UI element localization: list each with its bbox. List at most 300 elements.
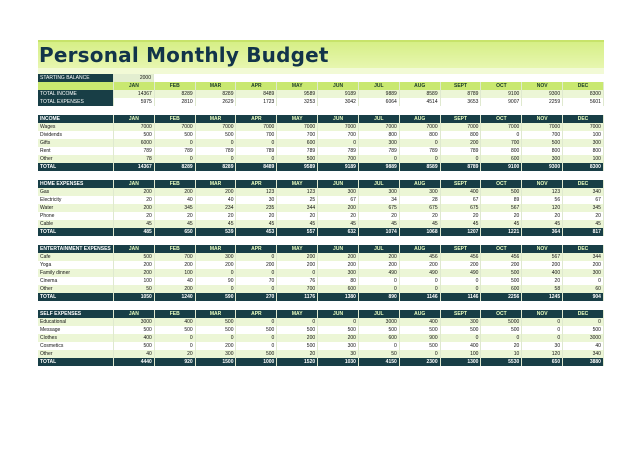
summary-cell[interactable]: 8289: [196, 90, 237, 98]
table-cell[interactable]: 200: [359, 261, 400, 269]
table-cell[interactable]: 0: [441, 285, 482, 293]
table-cell[interactable]: 200: [114, 261, 155, 269]
table-cell[interactable]: 500: [563, 326, 604, 334]
table-cell[interactable]: 400: [155, 318, 196, 326]
table-cell[interactable]: 56: [522, 196, 563, 204]
table-cell[interactable]: 20: [236, 212, 277, 220]
table-cell[interactable]: 0: [196, 285, 237, 293]
row-label: Rent: [38, 147, 114, 155]
table-cell[interactable]: 0: [236, 139, 277, 147]
table-cell[interactable]: 200: [155, 188, 196, 196]
summary-cell[interactable]: 8489: [236, 90, 277, 98]
table-cell[interactable]: 0: [400, 285, 441, 293]
table-cell[interactable]: 25: [277, 196, 318, 204]
table-cell[interactable]: 20: [481, 212, 522, 220]
summary-header-blank: [38, 82, 114, 90]
table-cell[interactable]: 200: [114, 188, 155, 196]
table-cell[interactable]: 0: [236, 342, 277, 350]
table-cell[interactable]: 675: [359, 204, 400, 212]
table-cell[interactable]: 45: [318, 220, 359, 228]
total-cell: 9589: [277, 163, 318, 171]
table-cell[interactable]: 45: [277, 220, 318, 228]
table-cell[interactable]: 200: [441, 261, 482, 269]
table-cell[interactable]: 34: [359, 196, 400, 204]
table-cell[interactable]: 400: [400, 318, 441, 326]
table-cell[interactable]: 675: [400, 204, 441, 212]
table-cell[interactable]: 7000: [522, 123, 563, 131]
table-cell[interactable]: 789: [236, 147, 277, 155]
table-cell[interactable]: 58: [522, 285, 563, 293]
table-cell[interactable]: 675: [441, 204, 482, 212]
table-cell[interactable]: 50: [114, 285, 155, 293]
table-cell[interactable]: 0: [400, 155, 441, 163]
table-cell[interactable]: 200: [522, 261, 563, 269]
summary-cell[interactable]: 9189: [318, 90, 359, 98]
table-cell[interactable]: 200: [400, 261, 441, 269]
table-cell[interactable]: 120: [522, 350, 563, 358]
table-cell[interactable]: 235: [236, 204, 277, 212]
table-cell[interactable]: 40: [155, 196, 196, 204]
table-cell[interactable]: 789: [318, 147, 359, 155]
summary-cell[interactable]: 9589: [277, 90, 318, 98]
table-cell[interactable]: 7000: [563, 123, 604, 131]
table-cell[interactable]: 100: [114, 277, 155, 285]
table-cell[interactable]: 300: [318, 188, 359, 196]
table-cell[interactable]: 700: [318, 131, 359, 139]
table-cell[interactable]: 0: [277, 318, 318, 326]
summary-cell[interactable]: 5975: [114, 98, 155, 106]
table-cell[interactable]: 0: [400, 139, 441, 147]
table-cell[interactable]: 20: [441, 212, 482, 220]
table-cell[interactable]: 344: [563, 253, 604, 261]
summary-cell[interactable]: 9889: [359, 90, 400, 98]
table-cell[interactable]: 45: [481, 220, 522, 228]
table-cell[interactable]: 456: [441, 253, 482, 261]
table-cell[interactable]: 500: [155, 131, 196, 139]
table-cell[interactable]: 200: [481, 261, 522, 269]
table-cell[interactable]: 0: [359, 342, 400, 350]
table-cell[interactable]: 900: [400, 334, 441, 342]
table-cell[interactable]: 500: [359, 326, 400, 334]
table-cell[interactable]: 20: [400, 212, 441, 220]
table-cell[interactable]: 100: [563, 155, 604, 163]
table-cell[interactable]: 300: [318, 342, 359, 350]
table-cell[interactable]: 567: [481, 204, 522, 212]
table-cell[interactable]: 45: [114, 220, 155, 228]
table-cell[interactable]: 20: [359, 212, 400, 220]
table-cell[interactable]: 45: [522, 220, 563, 228]
total-cell: 14367: [114, 163, 155, 171]
table-cell[interactable]: 500: [236, 326, 277, 334]
table-cell[interactable]: 700: [481, 139, 522, 147]
section-spacer: [38, 236, 604, 245]
table-cell[interactable]: 490: [400, 269, 441, 277]
table-cell[interactable]: 3000: [563, 334, 604, 342]
table-cell[interactable]: 700: [318, 155, 359, 163]
table-cell[interactable]: 200: [196, 188, 237, 196]
table-cell[interactable]: 345: [155, 204, 196, 212]
table-cell[interactable]: 200: [277, 334, 318, 342]
table-cell[interactable]: 500: [481, 188, 522, 196]
table-cell[interactable]: 7000: [196, 123, 237, 131]
table-cell[interactable]: 500: [114, 326, 155, 334]
table-cell[interactable]: 100: [155, 269, 196, 277]
table-cell[interactable]: 344: [277, 204, 318, 212]
table-cell[interactable]: 490: [359, 269, 400, 277]
table-cell[interactable]: 500: [481, 277, 522, 285]
title-band: [38, 40, 604, 68]
table-cell[interactable]: 20: [155, 212, 196, 220]
table-cell[interactable]: 30: [318, 350, 359, 358]
table-cell[interactable]: 600: [481, 155, 522, 163]
table-cell[interactable]: 456: [481, 253, 522, 261]
table-cell[interactable]: 123: [277, 188, 318, 196]
table-cell[interactable]: 300: [563, 269, 604, 277]
table-cell[interactable]: 7000: [277, 123, 318, 131]
table-cell[interactable]: 234: [196, 204, 237, 212]
table-cell[interactable]: 300: [563, 139, 604, 147]
table-cell[interactable]: 40: [563, 342, 604, 350]
table-cell[interactable]: 0: [400, 277, 441, 285]
table-cell[interactable]: 200: [563, 261, 604, 269]
total-cell: 8489: [236, 163, 277, 171]
table-cell[interactable]: 800: [522, 147, 563, 155]
total-cell: 5530: [481, 358, 522, 366]
table-cell[interactable]: 5000: [481, 318, 522, 326]
table-cell[interactable]: 500: [155, 326, 196, 334]
month-header-feb: FEB: [155, 245, 196, 253]
table-cell[interactable]: 20: [155, 350, 196, 358]
table-cell[interactable]: 500: [400, 342, 441, 350]
table-cell[interactable]: 80: [318, 277, 359, 285]
table-cell[interactable]: 3000: [359, 318, 400, 326]
table-cell[interactable]: 500: [318, 326, 359, 334]
table-cell[interactable]: 500: [236, 350, 277, 358]
table-cell[interactable]: 0: [481, 334, 522, 342]
table-cell[interactable]: 20: [196, 212, 237, 220]
table-cell[interactable]: 500: [481, 326, 522, 334]
table-cell[interactable]: 200: [155, 261, 196, 269]
table-cell[interactable]: 500: [277, 155, 318, 163]
table-cell[interactable]: 76: [277, 277, 318, 285]
table-cell[interactable]: 7000: [441, 123, 482, 131]
table-cell[interactable]: 123: [522, 188, 563, 196]
table-cell[interactable]: 67: [441, 196, 482, 204]
table-cell[interactable]: 20: [277, 350, 318, 358]
table-cell[interactable]: 789: [400, 147, 441, 155]
table-cell[interactable]: 28: [400, 196, 441, 204]
table-cell[interactable]: 20: [318, 212, 359, 220]
table-cell[interactable]: 300: [441, 318, 482, 326]
table-row: [38, 253, 604, 261]
total-cell: 1245: [522, 293, 563, 301]
table-cell[interactable]: 200: [318, 261, 359, 269]
table-cell[interactable]: 0: [441, 334, 482, 342]
table-cell[interactable]: 400: [441, 342, 482, 350]
table-cell[interactable]: 0: [155, 334, 196, 342]
table-cell[interactable]: 500: [277, 342, 318, 350]
table-cell[interactable]: 400: [441, 188, 482, 196]
table-cell[interactable]: 789: [196, 147, 237, 155]
summary-cell[interactable]: 8589: [400, 90, 441, 98]
summary-cell[interactable]: 3042: [318, 98, 359, 106]
summary-cell[interactable]: 3653: [441, 98, 482, 106]
summary-cell[interactable]: 2629: [196, 98, 237, 106]
table-cell[interactable]: 500: [114, 131, 155, 139]
table-cell[interactable]: 490: [441, 269, 482, 277]
total-cell: 1146: [400, 293, 441, 301]
starting-balance-value[interactable]: 2000: [114, 74, 154, 82]
table-cell[interactable]: 567: [522, 253, 563, 261]
table-cell[interactable]: 300: [359, 188, 400, 196]
total-cell: 8300: [563, 163, 604, 171]
table-cell[interactable]: 200: [277, 253, 318, 261]
summary-cell[interactable]: 1723: [236, 98, 277, 106]
total-cell: 1520: [277, 358, 318, 366]
total-cell: 1030: [318, 358, 359, 366]
table-cell[interactable]: 7000: [359, 123, 400, 131]
table-cell[interactable]: 500: [481, 269, 522, 277]
table-cell[interactable]: 400: [114, 334, 155, 342]
table-cell[interactable]: 78: [114, 155, 155, 163]
table-cell[interactable]: 0: [277, 269, 318, 277]
table-cell[interactable]: 0: [155, 155, 196, 163]
summary-cell[interactable]: 8789: [441, 90, 482, 98]
total-cell: 890: [359, 293, 400, 301]
table-cell[interactable]: 45: [155, 220, 196, 228]
month-header-oct: OCT: [481, 115, 522, 123]
summary-cell[interactable]: 9100: [481, 90, 522, 98]
table-cell[interactable]: 789: [359, 147, 400, 155]
table-cell[interactable]: 6000: [114, 139, 155, 147]
table-cell[interactable]: 700: [522, 131, 563, 139]
table-cell[interactable]: 200: [114, 269, 155, 277]
table-cell[interactable]: 20: [277, 212, 318, 220]
table-cell[interactable]: 789: [114, 147, 155, 155]
table-cell[interactable]: 10: [481, 350, 522, 358]
summary-cell[interactable]: 9007: [481, 98, 522, 106]
table-cell[interactable]: 0: [318, 318, 359, 326]
table-cell[interactable]: 20: [481, 342, 522, 350]
month-header-sept: SEPT: [441, 82, 482, 90]
table-cell[interactable]: 30: [236, 196, 277, 204]
table-cell[interactable]: 45: [359, 220, 400, 228]
table-cell[interactable]: 200: [318, 334, 359, 342]
table-cell[interactable]: 500: [196, 131, 237, 139]
summary-cell[interactable]: 8300: [563, 90, 604, 98]
table-cell[interactable]: 45: [196, 220, 237, 228]
total-cell: 1146: [441, 293, 482, 301]
table-row: [38, 261, 604, 269]
table-cell[interactable]: 50: [359, 350, 400, 358]
table-cell[interactable]: 0: [155, 342, 196, 350]
table-cell[interactable]: 100: [563, 131, 604, 139]
table-row: [38, 342, 604, 350]
table-cell[interactable]: 300: [196, 253, 237, 261]
table-cell[interactable]: 7000: [114, 123, 155, 131]
table-cell[interactable]: 0: [359, 285, 400, 293]
table-cell[interactable]: 60: [563, 285, 604, 293]
table-cell[interactable]: 45: [441, 220, 482, 228]
summary-cell[interactable]: 2810: [155, 98, 196, 106]
total-cell: 1221: [481, 228, 522, 236]
table-cell[interactable]: 45: [236, 220, 277, 228]
table-cell[interactable]: 800: [359, 131, 400, 139]
table-cell[interactable]: 600: [359, 334, 400, 342]
table-cell[interactable]: 45: [400, 220, 441, 228]
table-cell[interactable]: 300: [400, 188, 441, 196]
table-cell[interactable]: 200: [359, 253, 400, 261]
table-cell[interactable]: 7000: [400, 123, 441, 131]
table-cell[interactable]: 0: [522, 334, 563, 342]
table-cell[interactable]: 20: [522, 277, 563, 285]
table-cell[interactable]: 7000: [155, 123, 196, 131]
table-cell[interactable]: 7000: [481, 123, 522, 131]
section-total-row: [38, 293, 604, 301]
table-cell[interactable]: 789: [441, 147, 482, 155]
summary-cell[interactable]: 5601: [563, 98, 604, 106]
table-cell[interactable]: 20: [522, 212, 563, 220]
table-cell[interactable]: 40: [114, 350, 155, 358]
table-cell[interactable]: 0: [155, 139, 196, 147]
month-header-jun: JUN: [318, 115, 359, 123]
table-cell[interactable]: 800: [481, 147, 522, 155]
table-cell[interactable]: 0: [522, 318, 563, 326]
table-cell[interactable]: 340: [563, 350, 604, 358]
table-cell[interactable]: 0: [318, 139, 359, 147]
table-cell[interactable]: 500: [522, 139, 563, 147]
table-cell[interactable]: 500: [114, 342, 155, 350]
table-cell[interactable]: 0: [236, 318, 277, 326]
table-cell[interactable]: 20: [563, 212, 604, 220]
table-cell[interactable]: 340: [563, 188, 604, 196]
table-cell[interactable]: 200: [318, 253, 359, 261]
table-cell[interactable]: 800: [441, 131, 482, 139]
month-header-apr: APR: [236, 82, 277, 90]
table-cell[interactable]: 100: [441, 350, 482, 358]
section-title: HOME EXPENSES: [38, 180, 114, 188]
table-cell[interactable]: 3000: [114, 318, 155, 326]
table-cell[interactable]: 300: [318, 269, 359, 277]
table-cell[interactable]: 89: [481, 196, 522, 204]
section-entertainment: [38, 245, 604, 301]
table-cell[interactable]: 0: [441, 277, 482, 285]
row-label: Other: [38, 285, 114, 293]
table-cell[interactable]: 67: [563, 196, 604, 204]
table-cell[interactable]: 0: [359, 155, 400, 163]
table-cell[interactable]: 789: [277, 147, 318, 155]
table-cell[interactable]: 300: [359, 139, 400, 147]
table-cell[interactable]: 800: [563, 147, 604, 155]
row-label: Cable: [38, 220, 114, 228]
table-cell[interactable]: 789: [155, 147, 196, 155]
table-cell[interactable]: 200: [155, 285, 196, 293]
table-cell[interactable]: 0: [359, 277, 400, 285]
table-cell[interactable]: 123: [236, 188, 277, 196]
table-cell[interactable]: 456: [400, 253, 441, 261]
table-cell[interactable]: 40: [196, 196, 237, 204]
summary-cell[interactable]: 6064: [359, 98, 400, 106]
table-cell[interactable]: 500: [441, 326, 482, 334]
table-cell[interactable]: 345: [563, 204, 604, 212]
table-cell[interactable]: 200: [114, 204, 155, 212]
table-cell[interactable]: 200: [277, 261, 318, 269]
table-cell[interactable]: 700: [155, 253, 196, 261]
table-cell[interactable]: 0: [196, 269, 237, 277]
table-cell[interactable]: 500: [277, 326, 318, 334]
table-cell[interactable]: 200: [196, 342, 237, 350]
table-cell[interactable]: 0: [236, 269, 277, 277]
table-cell[interactable]: 300: [196, 350, 237, 358]
table-cell[interactable]: 0: [481, 131, 522, 139]
table-cell[interactable]: 20: [114, 212, 155, 220]
table-cell[interactable]: 120: [522, 204, 563, 212]
table-cell[interactable]: 600: [318, 285, 359, 293]
table-cell[interactable]: 600: [277, 139, 318, 147]
summary-cell[interactable]: 8289: [155, 90, 196, 98]
table-cell[interactable]: 700: [236, 131, 277, 139]
table-cell[interactable]: 400: [522, 269, 563, 277]
table-cell[interactable]: 700: [277, 285, 318, 293]
total-cell: 1300: [441, 358, 482, 366]
table-cell[interactable]: 70: [236, 277, 277, 285]
table-cell[interactable]: 0: [196, 139, 237, 147]
table-cell[interactable]: 300: [522, 155, 563, 163]
table-cell[interactable]: 0: [236, 334, 277, 342]
table-cell[interactable]: 0: [400, 350, 441, 358]
table-cell[interactable]: 600: [481, 285, 522, 293]
table-cell[interactable]: 45: [563, 220, 604, 228]
table-cell[interactable]: 0: [441, 155, 482, 163]
table-cell[interactable]: 200: [441, 139, 482, 147]
total-cell: 557: [277, 228, 318, 236]
summary-cell[interactable]: 4514: [400, 98, 441, 106]
table-cell[interactable]: 0: [563, 277, 604, 285]
table-cell[interactable]: 0: [236, 253, 277, 261]
table-cell[interactable]: 30: [522, 342, 563, 350]
table-cell[interactable]: 0: [196, 155, 237, 163]
month-header-jun: JUN: [318, 245, 359, 253]
summary-cell[interactable]: 2259: [522, 98, 563, 106]
summary-cell[interactable]: 14367: [114, 90, 155, 98]
table-cell[interactable]: 40: [155, 277, 196, 285]
table-cell[interactable]: 0: [236, 285, 277, 293]
table-cell[interactable]: 200: [318, 204, 359, 212]
table-cell[interactable]: 0: [522, 326, 563, 334]
table-cell[interactable]: 0: [563, 318, 604, 326]
month-header-nov: NOV: [522, 180, 563, 188]
table-cell[interactable]: 500: [400, 326, 441, 334]
table-cell[interactable]: 200: [236, 261, 277, 269]
table-cell[interactable]: 500: [196, 318, 237, 326]
table-cell[interactable]: 500: [196, 326, 237, 334]
summary-row-label: TOTAL EXPENSES: [38, 98, 114, 106]
table-cell[interactable]: 7000: [318, 123, 359, 131]
table-cell[interactable]: 67: [318, 196, 359, 204]
table-cell[interactable]: 800: [400, 131, 441, 139]
summary-cell[interactable]: 9300: [522, 90, 563, 98]
table-cell[interactable]: 0: [236, 155, 277, 163]
table-cell[interactable]: 20: [114, 196, 155, 204]
table-cell[interactable]: 700: [277, 131, 318, 139]
table-cell[interactable]: 7000: [236, 123, 277, 131]
table-cell[interactable]: 90: [196, 277, 237, 285]
summary-cell[interactable]: 3253: [277, 98, 318, 106]
table-cell[interactable]: 500: [114, 253, 155, 261]
table-cell[interactable]: 200: [196, 261, 237, 269]
table-cell[interactable]: 0: [196, 334, 237, 342]
month-header-aug: AUG: [400, 245, 441, 253]
